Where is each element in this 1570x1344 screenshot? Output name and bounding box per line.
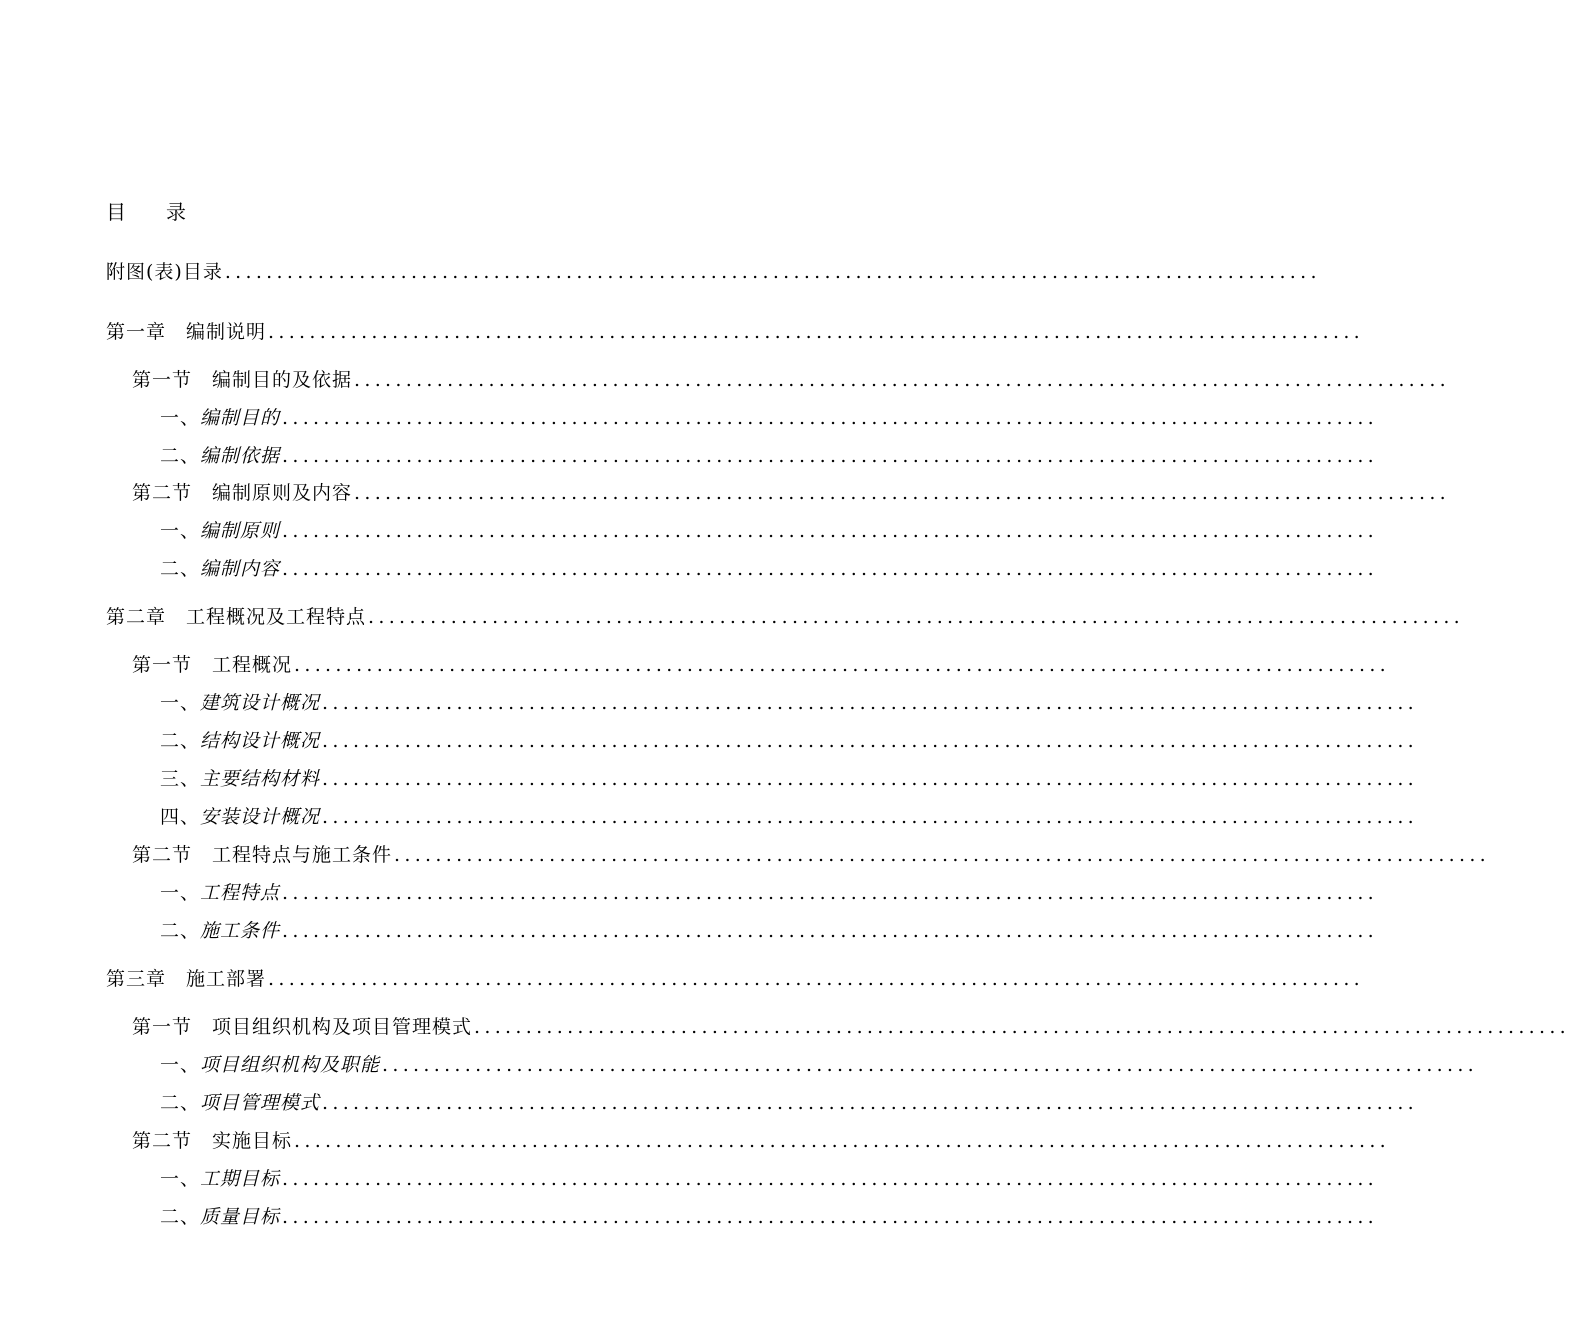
toc-entry[interactable]	[132, 1128, 1391, 1154]
toc-title: 目 录	[106, 200, 186, 224]
toc-entry-text: 质量目标	[200, 1206, 281, 1228]
toc-entry-text: 编制说明	[186, 321, 267, 343]
toc-dot-leader: ..........................................................................................................	[368, 606, 1465, 628]
toc-entry[interactable]	[132, 652, 1391, 678]
toc-entry-label	[160, 1166, 280, 1192]
toc-entry-label	[132, 480, 352, 506]
toc-dot-leader: ..........................................................................................................	[474, 1016, 1570, 1038]
toc-entry-number: 第一节	[132, 369, 213, 391]
toc-entry-text: 编制原则	[200, 520, 281, 542]
toc-entry-number: 第一节	[132, 1016, 213, 1038]
toc-entry-number: 一、	[160, 882, 201, 904]
toc-entry-number: 一、	[160, 407, 201, 429]
toc-entry-number: 第二节	[132, 844, 213, 866]
toc-entry-label	[160, 804, 320, 830]
toc-dot-leader: ..........................................................................................................	[294, 1130, 1391, 1152]
toc-entry-text: 编制目的及依据	[212, 369, 353, 391]
toc-entry-text: 工程特点与施工条件	[212, 844, 393, 866]
toc-entry-text: 主要结构材料	[200, 768, 321, 790]
toc-entry[interactable]	[160, 1166, 1379, 1192]
toc-entry[interactable]	[132, 842, 1491, 868]
toc-entry-number: 一、	[160, 1054, 201, 1076]
toc-entry-label	[106, 259, 223, 285]
toc-dot-leader: ..........................................................................................................	[282, 882, 1379, 904]
toc-entry[interactable]	[132, 367, 1451, 393]
toc-dot-leader: ..........................................................................................................	[322, 806, 1419, 828]
toc-entry-number: 一、	[160, 1168, 201, 1190]
toc-entry[interactable]	[106, 604, 1465, 630]
toc-entry-number: 四、	[160, 806, 201, 828]
toc-entry-label	[160, 690, 320, 716]
toc-entry-label	[160, 405, 280, 431]
toc-dot-leader: ..........................................................................................................	[268, 968, 1365, 990]
toc-dot-leader: ..........................................................................................................	[282, 520, 1379, 542]
toc-entry-number: 第二节	[132, 1130, 213, 1152]
toc-entry-text: 编制依据	[200, 445, 281, 467]
toc-entry-text: 工期目标	[200, 1168, 281, 1190]
toc-entry-number: 第一章	[106, 321, 187, 343]
toc-dot-leader: ..........................................................................................................	[282, 407, 1379, 429]
toc-entry[interactable]	[160, 556, 1379, 582]
toc-dot-leader: ..........................................................................................................	[282, 1168, 1379, 1190]
toc-entry-label	[160, 880, 280, 906]
toc-entry-number: 三、	[160, 768, 201, 790]
toc-entry-text: 结构设计概况	[200, 730, 321, 752]
toc-entry-label	[132, 1128, 292, 1154]
toc-dot-leader: ..........................................................................................................	[268, 321, 1365, 343]
toc-entry-text: 项目管理模式	[200, 1092, 321, 1114]
toc-entry-label	[160, 1204, 280, 1230]
toc-entry-number: 第三章	[106, 968, 187, 990]
toc-entry-text: 工程特点	[200, 882, 281, 904]
toc-entry-label	[160, 556, 280, 582]
toc-entry-number: 二、	[160, 1092, 201, 1114]
toc-entry-text: 实施目标	[212, 1130, 293, 1152]
toc-entry-label	[160, 918, 280, 944]
toc-dot-leader: ..........................................................................................................	[282, 920, 1379, 942]
toc-entry[interactable]	[160, 728, 1419, 754]
toc-entry-label	[106, 604, 366, 630]
toc-dot-leader: ..........................................................................................................	[322, 1092, 1419, 1114]
toc-entry[interactable]	[106, 259, 1321, 285]
toc-entry-text: 工程概况及工程特点	[186, 606, 367, 628]
toc-entry[interactable]	[160, 405, 1379, 431]
toc-entry-label	[132, 367, 352, 393]
toc-entry-number: 第一节	[132, 654, 213, 676]
toc-entry[interactable]	[160, 690, 1419, 716]
toc-entry-text: 编制目的	[200, 407, 281, 429]
toc-dot-leader: ..........................................................................................................	[322, 692, 1419, 714]
toc-dot-leader: ..........................................................................................................	[354, 482, 1451, 504]
toc-entry-text: 建筑设计概况	[200, 692, 321, 714]
toc-entry-label	[160, 1052, 380, 1078]
toc-entry-number: 一、	[160, 692, 201, 714]
toc-dot-leader: ..........................................................................................................	[282, 1206, 1379, 1228]
toc-dot-leader: ..........................................................................................................	[282, 558, 1379, 580]
toc-entry-label	[132, 1014, 472, 1040]
toc-dot-leader: ..........................................................................................................	[382, 1054, 1479, 1076]
toc-entry-label	[160, 443, 280, 469]
toc-entry-number: 二、	[160, 558, 201, 580]
toc-dot-leader: ..........................................................................................................	[394, 844, 1491, 866]
toc-entry-label	[160, 1090, 320, 1116]
toc-entry-number: 第二章	[106, 606, 187, 628]
toc-entry[interactable]	[132, 480, 1451, 506]
toc-entry[interactable]	[160, 443, 1379, 469]
toc-dot-leader: ..........................................................................................................	[354, 369, 1451, 391]
toc-entry-label	[106, 966, 266, 992]
toc-entry[interactable]	[160, 766, 1419, 792]
toc-entry-text: 编制原则及内容	[212, 482, 353, 504]
toc-entry-text: 项目组织机构及职能	[200, 1054, 381, 1076]
toc-entry[interactable]	[160, 518, 1379, 544]
toc-entry[interactable]	[160, 880, 1379, 906]
toc-entry[interactable]	[160, 804, 1419, 830]
toc-entry[interactable]	[132, 1014, 1570, 1040]
toc-entry-label	[160, 766, 320, 792]
toc-entry-label	[106, 319, 266, 345]
toc-entry-label	[132, 652, 292, 678]
toc-entry-number: 二、	[160, 445, 201, 467]
toc-entry[interactable]	[160, 1052, 1479, 1078]
toc-entry[interactable]	[160, 1204, 1379, 1230]
toc-dot-leader: ..........................................................................................................	[224, 261, 1321, 283]
toc-entry-number: 第二节	[132, 482, 213, 504]
toc-entry-label	[160, 518, 280, 544]
toc-entry-text: 项目组织机构及项目管理模式	[212, 1016, 473, 1038]
toc-entry-number: 二、	[160, 920, 201, 942]
toc-entry[interactable]	[106, 966, 1365, 992]
toc-dot-leader: ..........................................................................................................	[294, 654, 1391, 676]
toc-entry-text: 编制内容	[200, 558, 281, 580]
toc-entry-text: 安装设计概况	[200, 806, 321, 828]
toc-entry[interactable]	[160, 918, 1379, 944]
toc-entry-number: 二、	[160, 1206, 201, 1228]
toc-dot-leader: ..........................................................................................................	[322, 768, 1419, 790]
toc-entry-number: 一、	[160, 520, 201, 542]
toc-entry-text: 施工部署	[186, 968, 267, 990]
toc-entry-text: 附图(表)目录	[106, 261, 223, 283]
toc-entry-label	[160, 728, 320, 754]
toc-dot-leader: ..........................................................................................................	[282, 445, 1379, 467]
toc-entry-text: 工程概况	[212, 654, 293, 676]
toc-entry-label	[132, 842, 392, 868]
toc-dot-leader: ..........................................................................................................	[322, 730, 1419, 752]
toc-entry-text: 施工条件	[200, 920, 281, 942]
toc-entry[interactable]	[160, 1090, 1419, 1116]
toc-entry-number: 二、	[160, 730, 201, 752]
toc-entry[interactable]	[106, 319, 1365, 345]
